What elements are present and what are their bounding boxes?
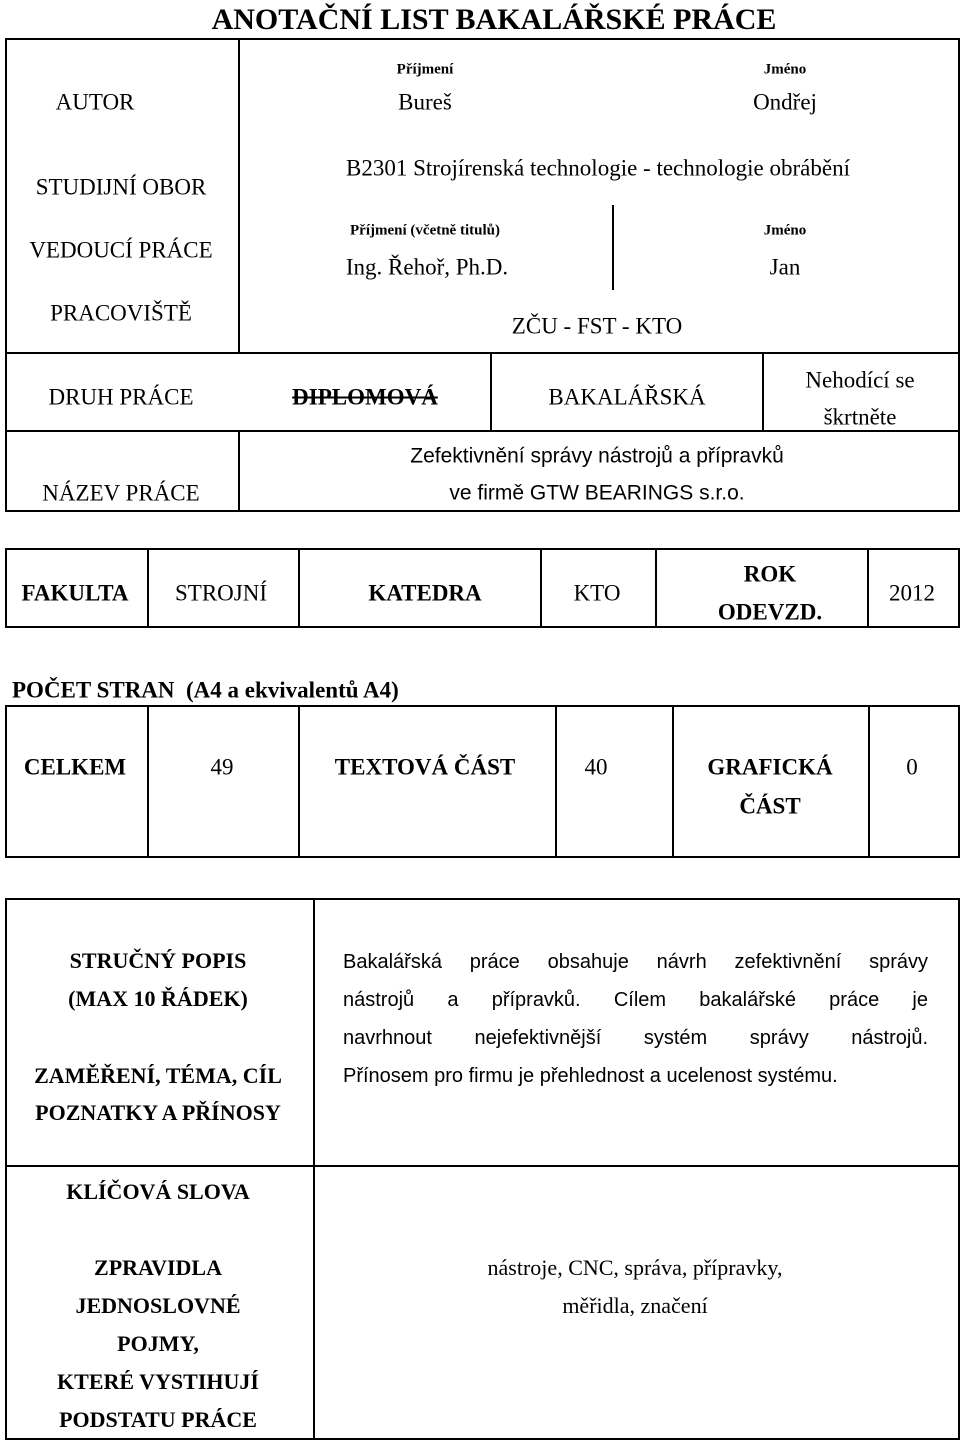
faculty-label: FAKULTA <box>21 580 129 606</box>
summary-text-line: Bakalářská práce obsahuje návrh zefektivnění správy <box>343 951 928 973</box>
workplace-value: ZČU - FST - KTO <box>511 313 683 339</box>
keywords-sublabel: PODSTATU PRÁCE <box>59 1407 257 1432</box>
graphic-pages-label: GRAFICKÁ <box>707 754 833 780</box>
graphic-pages-label: ČÁST <box>739 793 801 819</box>
cell-divider <box>867 548 869 628</box>
cell-divider <box>672 705 674 858</box>
page-count-heading: POČET STRAN (A4 a ekvivalentů A4) <box>12 677 399 703</box>
label-column-divider <box>238 38 240 352</box>
summary-sublabel: ZAMĚŘENÍ, TÉMA, CÍL <box>34 1063 282 1088</box>
keywords-sublabel: JEDNOSLOVNÉ <box>75 1293 241 1318</box>
supervisor-first-name: Jan <box>769 254 801 280</box>
summary-label: STRUČNÝ POPIS <box>69 948 247 973</box>
total-pages-value: 49 <box>210 754 234 780</box>
study-field-value: B2301 Strojírenská technologie - technologie obrábění <box>346 155 850 181</box>
work-type-option-bachelor: BAKALÁŘSKÁ <box>548 384 706 410</box>
summary-text-line: navrhnout nejefektivnější systém správy nástrojů. <box>343 1027 928 1049</box>
author-surname: Bureš <box>398 89 452 115</box>
table-border-bottom <box>5 510 960 512</box>
summary-label: (MAX 10 ŘÁDEK) <box>68 986 248 1011</box>
thesis-title-label: NÁZEV PRÁCE <box>42 480 200 506</box>
label-column-divider <box>313 898 315 1440</box>
summary-text-line: Přínosem pro firmu je přehlednost a ucelenost systému. <box>343 1065 838 1087</box>
work-type-divider <box>490 352 492 430</box>
work-type-option-diploma: DIPLOMOVÁ <box>292 384 438 410</box>
author-first-name: Ondřej <box>753 89 817 115</box>
supervisor-name-divider <box>612 205 614 290</box>
faculty-value: STROJNÍ <box>174 580 268 606</box>
supervisor-surname: Ing. Řehoř, Ph.D. <box>345 254 509 280</box>
thesis-title-line: ve firmě GTW BEARINGS s.r.o. <box>449 481 745 505</box>
keywords-sublabel: KTERÉ VYSTIHUJÍ <box>57 1369 259 1394</box>
work-type-note-line: Nehodící se <box>805 367 915 393</box>
keywords-line: měřidla, značení <box>562 1293 708 1318</box>
table-border-left <box>5 898 7 1440</box>
department-label: KATEDRA <box>368 580 482 606</box>
cell-divider <box>655 548 657 628</box>
table-border-left <box>5 548 7 628</box>
cell-divider <box>298 548 300 628</box>
label-column-divider <box>238 430 240 510</box>
table-border-top <box>5 38 960 40</box>
year-label: ODEVZD. <box>717 599 823 625</box>
cell-divider <box>555 705 557 858</box>
supervisor-label: VEDOUCÍ PRÁCE <box>29 237 213 263</box>
total-pages-label: CELKEM <box>23 754 127 780</box>
year-value: 2012 <box>889 580 935 606</box>
keywords-sublabel: POJMY, <box>117 1331 199 1356</box>
table-border-top <box>5 898 960 900</box>
text-pages-value: 40 <box>584 754 608 780</box>
cell-divider <box>868 705 870 858</box>
row-divider <box>5 1165 960 1167</box>
department-value: KTO <box>573 580 621 606</box>
cell-divider <box>540 548 542 628</box>
cell-divider <box>147 548 149 628</box>
cell-divider <box>147 705 149 858</box>
keywords-line: nástroje, CNC, správa, přípravky, <box>487 1255 783 1280</box>
author-surname-label: Příjmení <box>396 61 454 78</box>
row-divider <box>5 430 960 432</box>
table-border-left <box>5 705 7 858</box>
summary-text-line: nástrojů a přípravků. Cílem bakalářské práce je <box>343 989 928 1011</box>
cell-divider <box>298 705 300 858</box>
thesis-title-line: Zefektivnění správy nástrojů a přípravků <box>410 444 784 468</box>
work-type-note-divider <box>762 352 764 430</box>
year-label: ROK <box>743 561 797 587</box>
supervisor-surname-label: Příjmení (včetně titulů) <box>350 222 500 239</box>
keywords-sublabel: ZPRAVIDLA <box>94 1255 222 1280</box>
author-label: AUTOR <box>55 89 135 115</box>
text-pages-label: TEXTOVÁ ČÁST <box>334 754 516 780</box>
work-type-label: DRUH PRÁCE <box>48 384 194 410</box>
graphic-pages-value: 0 <box>906 754 918 780</box>
page-title: ANOTAČNÍ LIST BAKALÁŘSKÉ PRÁCE <box>211 3 777 36</box>
supervisor-first-name-label: Jméno <box>763 222 807 239</box>
work-type-note-line: škrtněte <box>823 404 897 430</box>
row-divider <box>5 352 960 354</box>
keywords-label: KLÍČOVÁ SLOVA <box>66 1179 250 1204</box>
author-first-name-label: Jméno <box>763 61 807 78</box>
summary-sublabel: POZNATKY A PŘÍNOSY <box>35 1100 281 1125</box>
study-field-label: STUDIJNÍ OBOR <box>35 174 207 200</box>
workplace-label: PRACOVIŠTĚ <box>50 300 192 326</box>
table-border-left <box>5 38 7 512</box>
